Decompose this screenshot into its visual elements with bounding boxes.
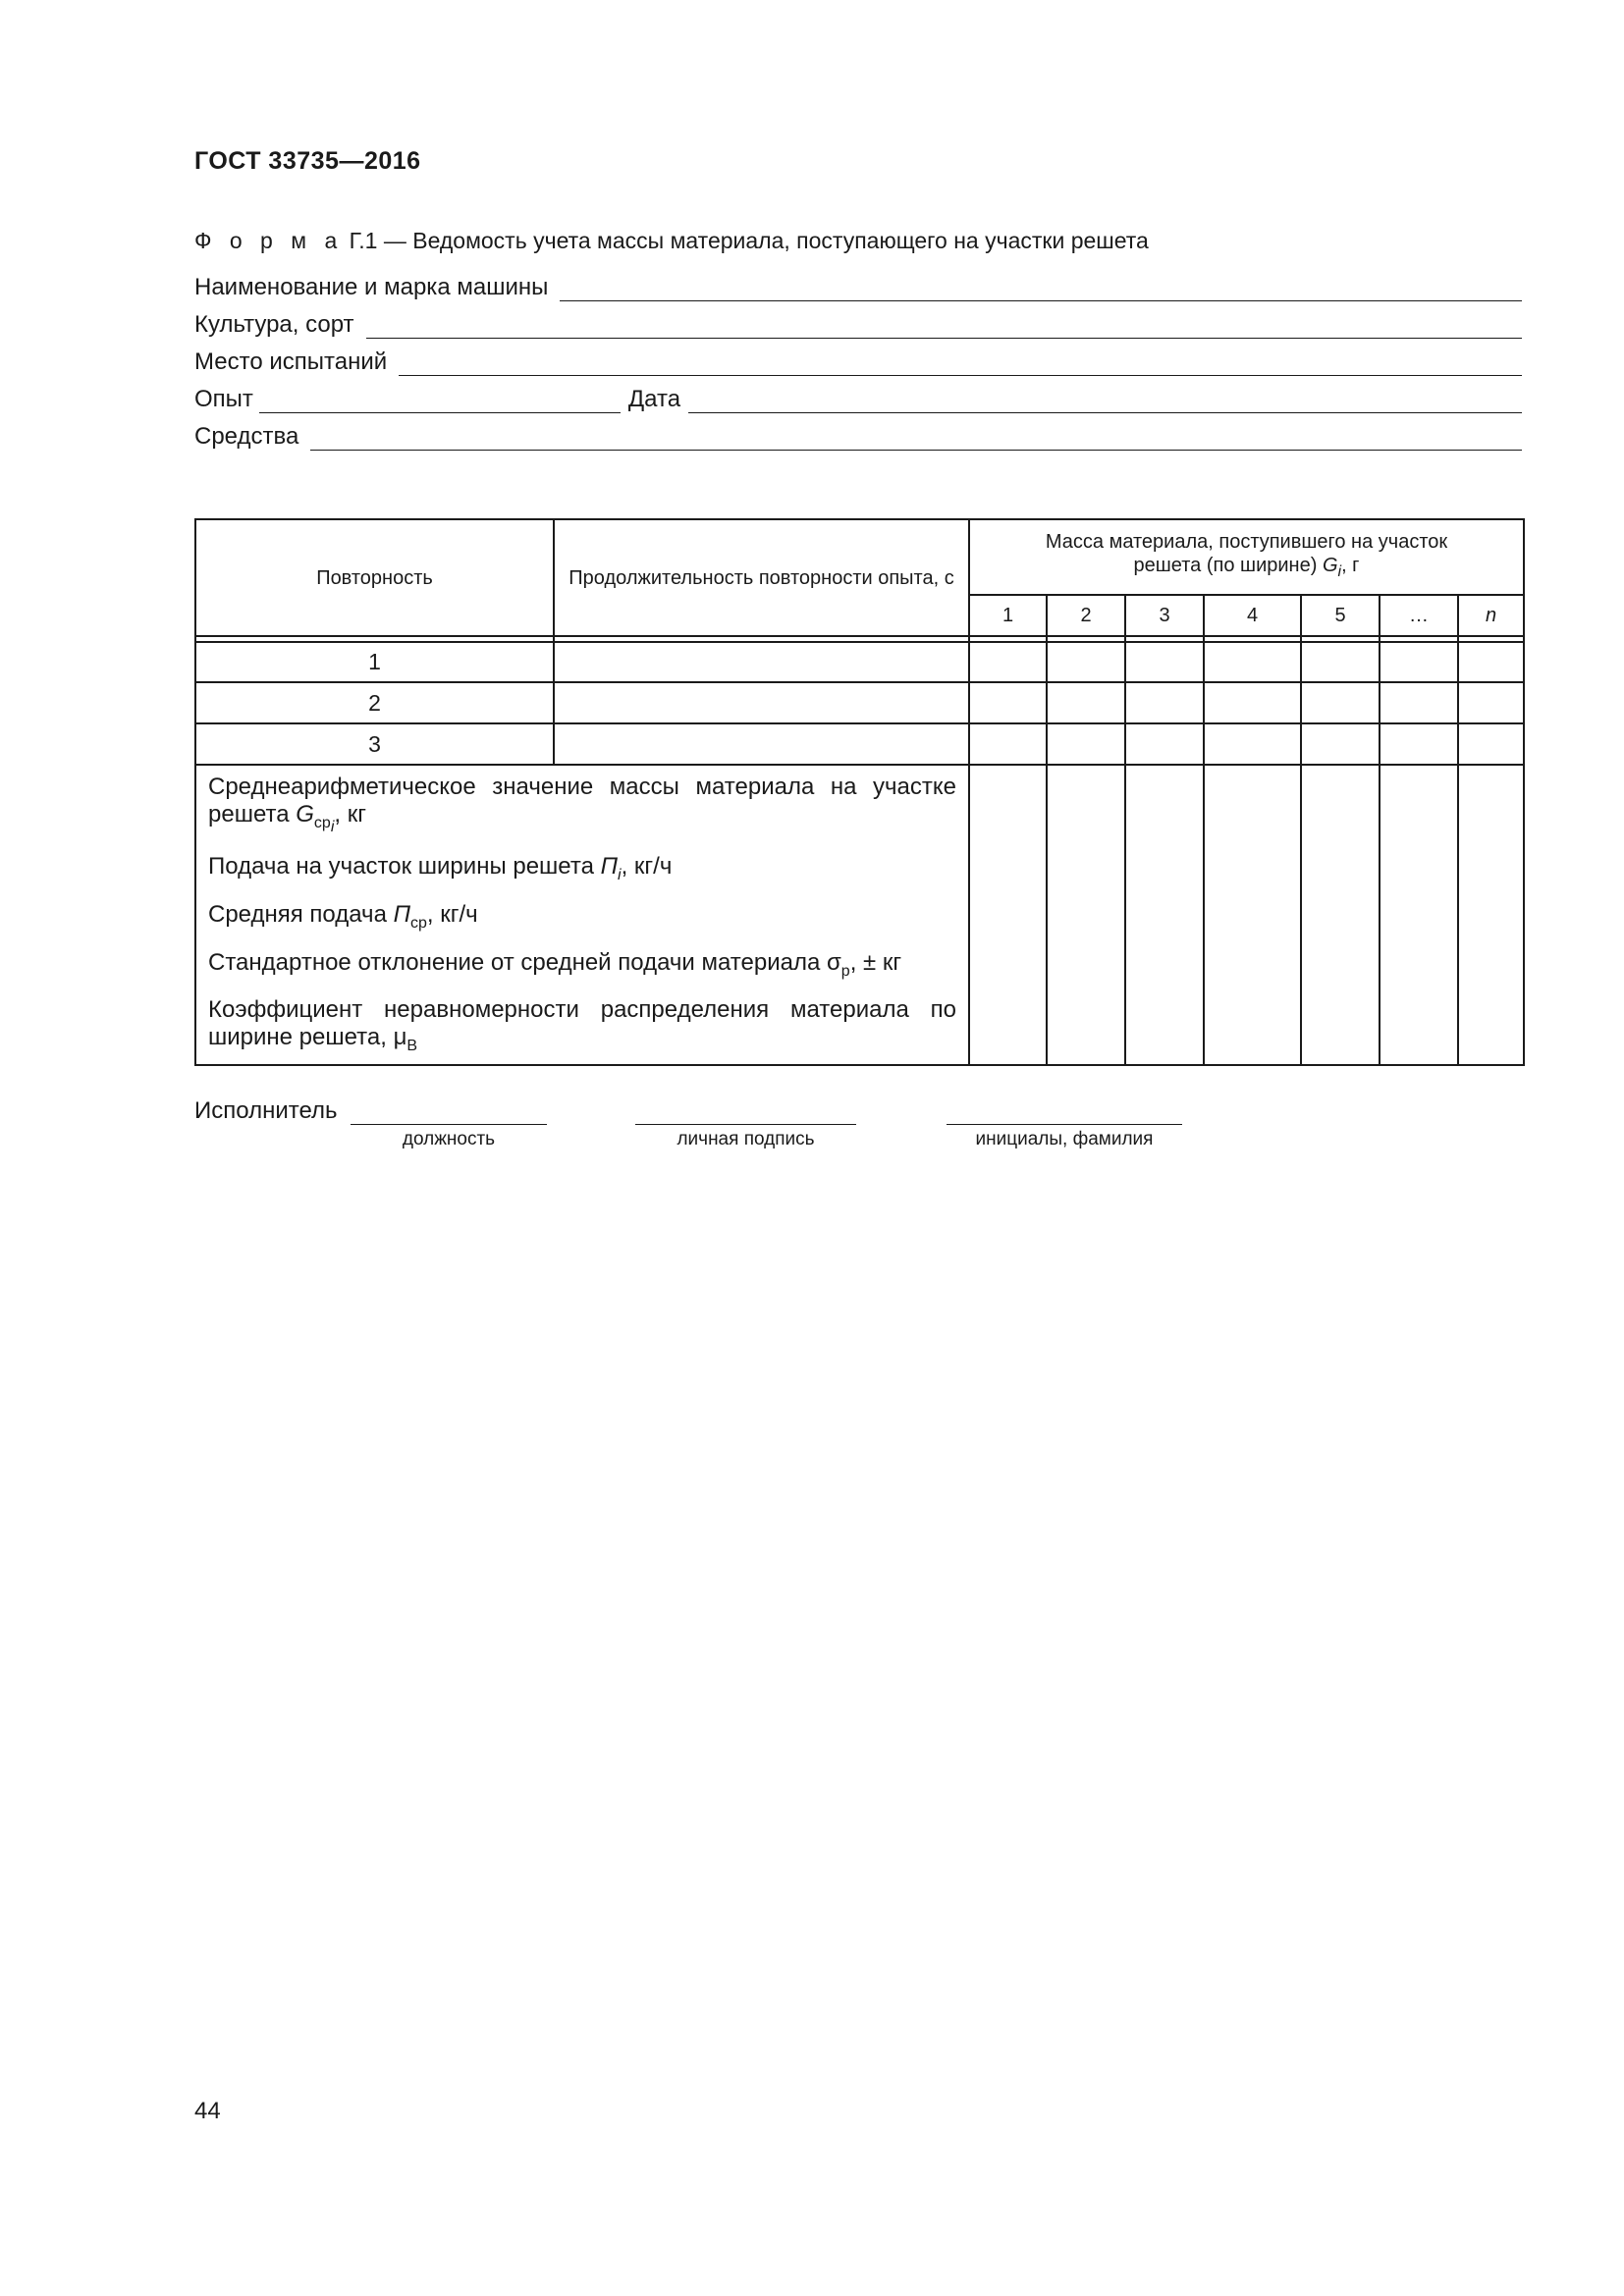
cell-mass[interactable] [1047,682,1125,723]
cell-mass[interactable] [1047,642,1125,682]
summary-average-symbol: G [296,801,314,828]
field-means-label: Средства [194,423,299,450]
field-experiment-line[interactable] [259,391,621,413]
summary-feed-text: Подача на участок ширины решета [208,852,594,880]
summary-mean-feed-sub: ср [409,914,427,932]
summary-coef [208,996,956,1060]
summary-row [195,765,1524,1065]
table-row [195,723,1524,765]
summary-std-unit: , ± кг [849,948,902,976]
executor-name-caption: инициалы, фамилия [975,1129,1154,1149]
summary-average-sub [313,814,335,835]
executor-position-line[interactable] [351,1123,547,1125]
summary-std-sub: р [840,962,850,980]
header-duration: Продолжительность повторности опыта, с [554,519,969,636]
cell-mass[interactable] [969,682,1047,723]
cell-mass[interactable] [1301,723,1380,765]
cell-mass[interactable] [1047,723,1125,765]
executor-position-caption: должность [402,1129,496,1149]
field-date-line[interactable] [688,391,1522,413]
header-mass-line2: решета (по ширине) [1133,555,1318,576]
summary-average-unit: , кг [334,801,366,828]
header-mass [969,519,1524,595]
field-means-line[interactable] [310,428,1522,451]
cell-duration[interactable] [554,723,969,765]
field-place[interactable] [194,347,1522,376]
field-date-label: Дата [627,386,681,412]
field-culture-line[interactable] [366,316,1522,339]
subcol-ellipsis: … [1380,595,1458,636]
summary-average-text: Среднеарифметическое значение массы материала на участке решета [208,774,956,828]
summary-feed-sub: i [618,866,622,883]
executor-name-line[interactable] [947,1123,1182,1125]
field-place-label: Место испытаний [194,348,388,375]
summary-coef-symbol: μ [393,1024,407,1051]
cell-duration[interactable] [554,642,969,682]
executor-signature-line[interactable] [635,1123,856,1125]
cell-summary[interactable] [1380,765,1458,1065]
row-index: 1 [195,642,554,682]
header-mass-unit: , г [1341,555,1360,576]
summary-mean-feed-text: Средняя подача [208,900,387,928]
summary-coef-sub: В [406,1038,418,1055]
subcol-5: 5 [1301,595,1380,636]
cell-summary[interactable] [1458,765,1524,1065]
field-machine-line[interactable] [560,279,1522,301]
field-machine-label: Наименование и марка машины [194,274,549,300]
field-place-line[interactable] [399,353,1522,376]
summary-feed-unit: , кг/ч [621,852,673,880]
summary-average-sub-text: cp [313,814,331,831]
table-row [195,682,1524,723]
subcol-1: 1 [969,595,1047,636]
field-culture[interactable] [194,309,1522,339]
row-index: 3 [195,723,554,765]
cell-mass[interactable] [1125,682,1204,723]
subcol-3: 3 [1125,595,1204,636]
summary-std-text: Стандартное отклонение от средней подачи материала [208,948,821,976]
executor-label: Исполнитель [194,1097,338,1124]
summary-mean-feed-symbol: П [393,900,410,928]
table-row [195,642,1524,682]
executor-signature-caption: личная подпись [677,1129,815,1149]
cell-mass[interactable] [1458,682,1524,723]
form-caption-text: Г.1 — Ведомость учета массы материала, поступающего на участки решета [349,228,1149,253]
summary-cell [195,765,969,1065]
summary-feed [208,853,956,889]
summary-std [208,949,956,986]
cell-mass[interactable] [1458,642,1524,682]
page-number: 44 [194,2098,221,2124]
field-culture-label: Культура, сорт [194,311,354,338]
field-experiment-date[interactable] [194,384,1522,413]
cell-mass[interactable] [969,642,1047,682]
field-machine[interactable] [194,272,1522,301]
field-means[interactable] [194,421,1522,451]
summary-coef-text: Коэффициент неравномерности распределения материала по ширине решета, [208,996,956,1051]
header-repeat: Повторность [195,519,554,636]
cell-mass[interactable] [1301,642,1380,682]
mass-record-table [194,518,1525,1066]
subcol-n: n [1458,595,1524,636]
summary-average-sub-i: i [330,818,335,835]
cell-summary[interactable] [1125,765,1204,1065]
summary-std-symbol: σ [826,948,841,976]
subcol-2: 2 [1047,595,1125,636]
form-caption-prefix: Ф о р м а [194,228,344,253]
cell-mass[interactable] [1204,723,1301,765]
summary-feed-symbol: П [600,852,618,880]
cell-mass[interactable] [1125,642,1204,682]
cell-mass[interactable] [1204,642,1301,682]
cell-mass[interactable] [1380,642,1458,682]
cell-summary[interactable] [1204,765,1301,1065]
cell-duration[interactable] [554,682,969,723]
form-caption [194,228,1149,254]
subcol-4: 4 [1204,595,1301,636]
cell-mass[interactable] [1301,682,1380,723]
summary-mean-feed-unit: , кг/ч [426,900,478,928]
row-index: 2 [195,682,554,723]
header-mass-sub: i [1337,563,1342,580]
cell-mass[interactable] [1204,682,1301,723]
summary-mean-feed [208,901,956,937]
header-mass-symbol: G [1322,555,1338,576]
cell-mass[interactable] [1458,723,1524,765]
field-experiment-label: Опыт [194,386,253,412]
cell-summary[interactable] [1047,765,1125,1065]
cell-mass[interactable] [969,723,1047,765]
cell-summary[interactable] [969,765,1047,1065]
doc-title: ГОСТ 33735—2016 [194,147,421,175]
cell-mass[interactable] [1380,723,1458,765]
summary-average [208,774,956,841]
cell-mass[interactable] [1125,723,1204,765]
cell-mass[interactable] [1380,682,1458,723]
header-mass-line1: Масса материала, поступившего на участок [1045,531,1448,553]
cell-summary[interactable] [1301,765,1380,1065]
